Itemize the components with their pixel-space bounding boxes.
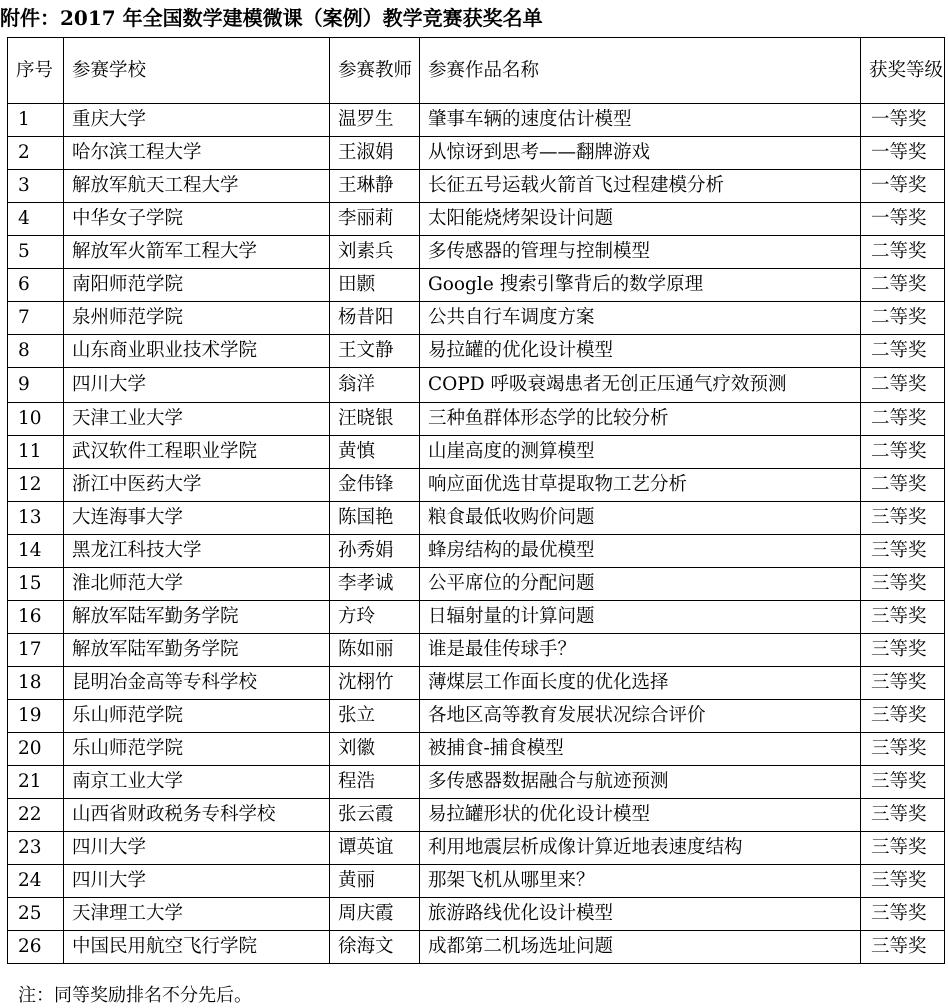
cell-work: 山崖高度的测算模型 [420,436,861,469]
cell-award: 三等奖 [861,832,945,865]
table-row [8,236,945,269]
table-row [8,700,945,733]
table-row [8,601,945,634]
table-row [8,104,945,137]
cell-work: 公平席位的分配问题 [420,568,861,601]
cell-index: 14 [8,535,64,568]
table-row [8,898,945,931]
cell-work: 旅游路线优化设计模型 [420,898,861,931]
cell-award: 二等奖 [861,302,945,335]
cell-index: 9 [8,368,64,403]
cell-work: 薄煤层工作面长度的优化选择 [420,667,861,700]
table-row [8,302,945,335]
cell-school: 泉州师范学院 [64,302,330,335]
table-row [8,269,945,302]
cell-award: 三等奖 [861,502,945,535]
cell-index: 4 [8,203,64,236]
cell-teacher: 王淑娟 [330,137,420,170]
cell-index: 17 [8,634,64,667]
cell-award: 二等奖 [861,403,945,436]
cell-school: 乐山师范学院 [64,733,330,766]
cell-award: 三等奖 [861,733,945,766]
table-row [8,766,945,799]
cell-teacher: 徐海文 [330,931,420,964]
cell-teacher: 陈国艳 [330,502,420,535]
cell-index: 16 [8,601,64,634]
table-row [8,865,945,898]
cell-school: 浙江中医药大学 [64,469,330,502]
cell-work: 太阳能烧烤架设计问题 [420,203,861,236]
cell-index: 15 [8,568,64,601]
awards-table [7,37,945,964]
cell-teacher: 李孝诚 [330,568,420,601]
cell-index: 11 [8,436,64,469]
cell-school: 四川大学 [64,368,330,403]
cell-work: 蜂房结构的最优模型 [420,535,861,568]
cell-teacher: 沈栩竹 [330,667,420,700]
cell-index: 24 [8,865,64,898]
cell-work: 利用地震层析成像计算近地表速度结构 [420,832,861,865]
cell-school: 解放军陆军勤务学院 [64,634,330,667]
cell-school: 南京工业大学 [64,766,330,799]
cell-award: 二等奖 [861,368,945,403]
cell-index: 3 [8,170,64,203]
cell-index: 25 [8,898,64,931]
table-row [8,137,945,170]
cell-award: 三等奖 [861,865,945,898]
cell-award: 三等奖 [861,766,945,799]
table-row [8,832,945,865]
table-row [8,931,945,964]
cell-teacher: 黄慎 [330,436,420,469]
cell-index: 7 [8,302,64,335]
cell-award: 三等奖 [861,601,945,634]
cell-award: 一等奖 [861,104,945,137]
header-teacher: 参赛教师 [330,38,420,104]
cell-index: 23 [8,832,64,865]
header-award: 获奖等级 [861,38,945,104]
cell-award: 二等奖 [861,236,945,269]
cell-teacher: 陈如丽 [330,634,420,667]
cell-school: 解放军陆军勤务学院 [64,601,330,634]
table-header-row [8,38,945,104]
table-row [8,535,945,568]
cell-teacher: 杨昔阳 [330,302,420,335]
cell-index: 12 [8,469,64,502]
cell-work: 三种鱼群体形态学的比较分析 [420,403,861,436]
header-index: 序号 [8,38,64,104]
cell-work: COPD 呼吸衰竭患者无创正压通气疗效预测 [420,368,861,403]
cell-index: 5 [8,236,64,269]
cell-teacher: 王文静 [330,335,420,368]
cell-award: 二等奖 [861,436,945,469]
cell-teacher: 方玲 [330,601,420,634]
table-row [8,403,945,436]
cell-award: 二等奖 [861,335,945,368]
cell-school: 哈尔滨工程大学 [64,137,330,170]
cell-teacher: 汪晓银 [330,403,420,436]
cell-work: 易拉罐的优化设计模型 [420,335,861,368]
cell-teacher: 周庆霞 [330,898,420,931]
cell-index: 2 [8,137,64,170]
cell-school: 解放军航天工程大学 [64,170,330,203]
cell-work: 长征五号运载火箭首飞过程建模分析 [420,170,861,203]
cell-index: 18 [8,667,64,700]
cell-work: 公共自行车调度方案 [420,302,861,335]
table-row [8,667,945,700]
table-row [8,634,945,667]
cell-teacher: 张立 [330,700,420,733]
cell-index: 6 [8,269,64,302]
cell-index: 21 [8,766,64,799]
cell-award: 三等奖 [861,799,945,832]
cell-teacher: 黄丽 [330,865,420,898]
cell-teacher: 金伟锋 [330,469,420,502]
table-row [8,469,945,502]
cell-teacher: 李丽莉 [330,203,420,236]
cell-school: 淮北师范大学 [64,568,330,601]
cell-index: 8 [8,335,64,368]
cell-school: 中国民用航空飞行学院 [64,931,330,964]
cell-teacher: 王琳静 [330,170,420,203]
cell-work: 肇事车辆的速度估计模型 [420,104,861,137]
cell-work: 谁是最佳传球手？ [420,634,861,667]
cell-award: 一等奖 [861,137,945,170]
cell-teacher: 程浩 [330,766,420,799]
cell-index: 20 [8,733,64,766]
cell-work: 日辐射量的计算问题 [420,601,861,634]
cell-work: 响应面优选甘草提取物工艺分析 [420,469,861,502]
cell-index: 1 [8,104,64,137]
table-body [8,104,945,964]
cell-teacher: 刘素兵 [330,236,420,269]
cell-work: Google 搜索引擎背后的数学原理 [420,269,861,302]
cell-index: 19 [8,700,64,733]
cell-award: 三等奖 [861,700,945,733]
cell-index: 10 [8,403,64,436]
table-row [8,368,945,403]
cell-school: 山东商业职业技术学院 [64,335,330,368]
footnote: 注：同等奖励排名不分先后。 [18,985,252,1006]
table-row [8,502,945,535]
cell-school: 乐山师范学院 [64,700,330,733]
cell-award: 三等奖 [861,898,945,931]
cell-index: 26 [8,931,64,964]
cell-school: 武汉软件工程职业学院 [64,436,330,469]
cell-teacher: 翁洋 [330,368,420,403]
cell-work: 成都第二机场选址问题 [420,931,861,964]
document-title: 附件：2017 年全国数学建模微课（案例）教学竞赛获奖名单 [0,6,543,30]
cell-teacher: 孙秀娟 [330,535,420,568]
cell-work: 被捕食-捕食模型 [420,733,861,766]
cell-teacher: 谭英谊 [330,832,420,865]
cell-school: 南阳师范学院 [64,269,330,302]
table-row [8,203,945,236]
table-row [8,436,945,469]
table-row [8,799,945,832]
table-row [8,335,945,368]
cell-award: 一等奖 [861,203,945,236]
cell-work: 粮食最低收购价问题 [420,502,861,535]
cell-award: 三等奖 [861,568,945,601]
cell-index: 22 [8,799,64,832]
cell-teacher: 田颢 [330,269,420,302]
cell-school: 中华女子学院 [64,203,330,236]
table-row [8,170,945,203]
cell-work: 多传感器的管理与控制模型 [420,236,861,269]
cell-teacher: 刘徽 [330,733,420,766]
cell-award: 三等奖 [861,667,945,700]
cell-award: 二等奖 [861,469,945,502]
table-row [8,733,945,766]
cell-school: 解放军火箭军工程大学 [64,236,330,269]
cell-school: 天津理工大学 [64,898,330,931]
cell-award: 二等奖 [861,269,945,302]
cell-work: 多传感器数据融合与航迹预测 [420,766,861,799]
cell-index: 13 [8,502,64,535]
cell-award: 一等奖 [861,170,945,203]
table-row [8,568,945,601]
cell-school: 四川大学 [64,865,330,898]
header-work: 参赛作品名称 [420,38,861,104]
cell-school: 山西省财政税务专科学校 [64,799,330,832]
cell-school: 大连海事大学 [64,502,330,535]
cell-award: 三等奖 [861,535,945,568]
cell-award: 三等奖 [861,634,945,667]
cell-work: 从惊讶到思考——翻牌游戏 [420,137,861,170]
cell-work: 易拉罐形状的优化设计模型 [420,799,861,832]
header-school: 参赛学校 [64,38,330,104]
cell-teacher: 张云霞 [330,799,420,832]
cell-award: 三等奖 [861,931,945,964]
cell-school: 天津工业大学 [64,403,330,436]
cell-school: 重庆大学 [64,104,330,137]
cell-work: 那架飞机从哪里来？ [420,865,861,898]
cell-school: 四川大学 [64,832,330,865]
cell-school: 黑龙江科技大学 [64,535,330,568]
cell-school: 昆明冶金高等专科学校 [64,667,330,700]
cell-teacher: 温罗生 [330,104,420,137]
cell-work: 各地区高等教育发展状况综合评价 [420,700,861,733]
